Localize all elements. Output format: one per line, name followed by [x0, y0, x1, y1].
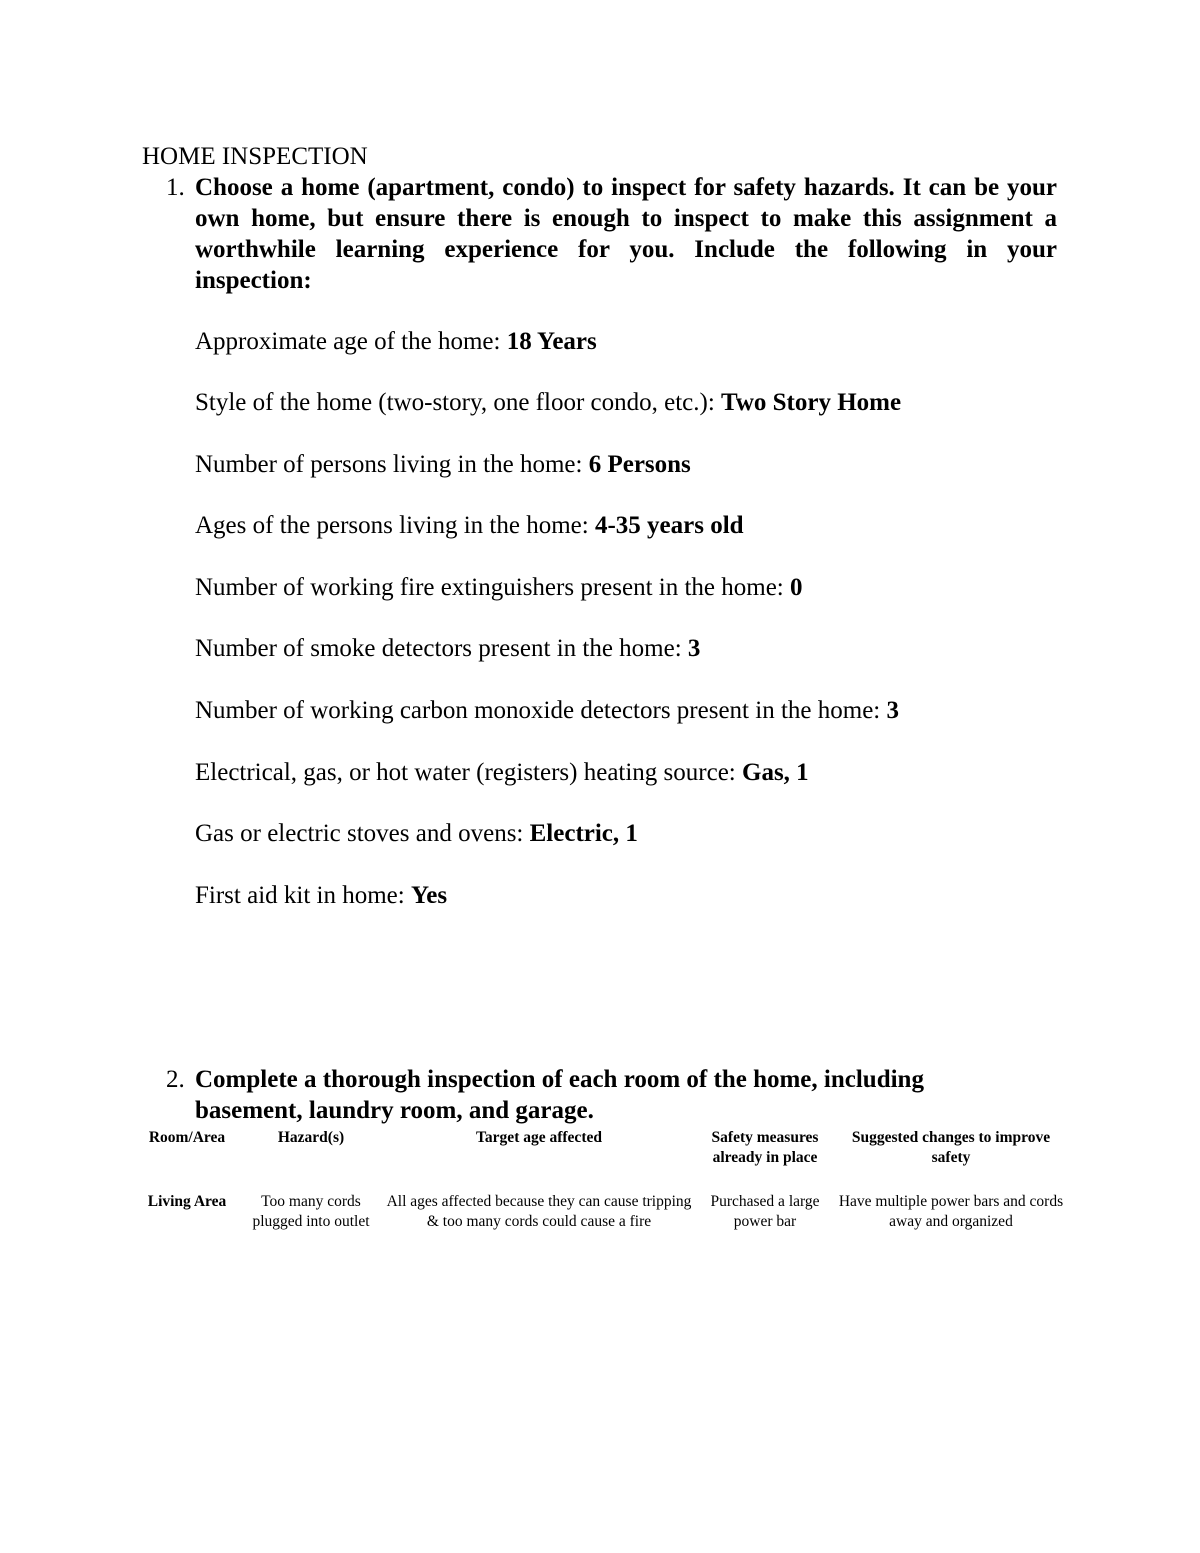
- answer-label: Style of the home (two-story, one floor condo, etc.):: [195, 389, 722, 416]
- answer-label: First aid kit in home:: [195, 882, 411, 909]
- header-hazards: Hazard(s): [277, 1129, 345, 1146]
- answer-value: 18 Years: [506, 328, 597, 355]
- cell-suggested-changes: Have multiple power bars and cords away and organized: [838, 1193, 1064, 1230]
- answer-value: 3: [687, 635, 701, 662]
- answer-value: Gas, 1: [742, 759, 809, 786]
- inspection-table: [136, 1128, 1066, 1232]
- answer-persons-count: [195, 449, 691, 480]
- header-suggested-changes: Suggested changes to improve safety: [851, 1129, 1051, 1166]
- answer-heating-source: [195, 757, 809, 788]
- answer-value: Two Story Home: [721, 389, 902, 416]
- answer-home-age: [195, 326, 597, 357]
- answer-label: Electrical, gas, or hot water (registers) heating source:: [195, 759, 742, 786]
- answer-label: Number of smoke detectors present in the home:: [195, 635, 688, 662]
- answer-first-aid-kit: [195, 880, 447, 911]
- question-1-number: 1.: [166, 174, 185, 201]
- question-2-text: Complete a thorough inspection of each room of the home, including basement, laundry room, and garage.: [195, 1066, 924, 1124]
- cell-room-area: Living Area: [147, 1193, 227, 1210]
- header-target-age: Target age affected: [476, 1129, 602, 1146]
- answer-label: Number of working carbon monoxide detectors present in the home:: [195, 697, 887, 724]
- answer-label: Ages of the persons living in the home:: [195, 512, 595, 539]
- table-row: [136, 1192, 1066, 1232]
- answer-value: 4-35 years old: [594, 512, 744, 539]
- answer-value: Electric, 1: [529, 820, 638, 847]
- answer-value: 0: [790, 574, 803, 601]
- answer-persons-ages: [195, 510, 744, 541]
- answer-label: Approximate age of the home:: [195, 328, 507, 355]
- answer-label: Gas or electric stoves and ovens:: [195, 820, 530, 847]
- answer-stoves-ovens: [195, 818, 638, 849]
- table-header-row: [136, 1128, 1066, 1192]
- header-safety-measures: Safety measures already in place: [711, 1129, 819, 1166]
- answer-fire-extinguishers: [195, 572, 803, 603]
- cell-target-age: All ages affected because they can cause tripping & too many cords could cause a fire: [386, 1193, 692, 1230]
- answer-label: Number of persons living in the home:: [195, 451, 589, 478]
- answer-home-style: [195, 387, 901, 418]
- answer-value: 6 Persons: [588, 451, 691, 478]
- header-room-area: Room/Area: [148, 1129, 226, 1146]
- cell-safety-measures: Purchased a large power bar: [710, 1193, 820, 1230]
- page-title: HOME INSPECTION: [142, 143, 368, 170]
- answer-value: Yes: [410, 882, 448, 909]
- cell-hazards: Too many cords plugged into outlet: [252, 1193, 370, 1230]
- question-1-text: Choose a home (apartment, condo) to inspect for safety hazards. It can be your own home, but ensure there is enough to inspect to make this assignment a worthwhile learning experience for you. Include the following in your inspection:: [195, 174, 1057, 294]
- answer-co-detectors: [195, 695, 899, 726]
- question-2-number: 2.: [166, 1066, 185, 1093]
- answer-value: 3: [886, 697, 899, 724]
- answer-smoke-detectors: [195, 633, 700, 664]
- answer-label: Number of working fire extinguishers present in the home:: [195, 574, 790, 601]
